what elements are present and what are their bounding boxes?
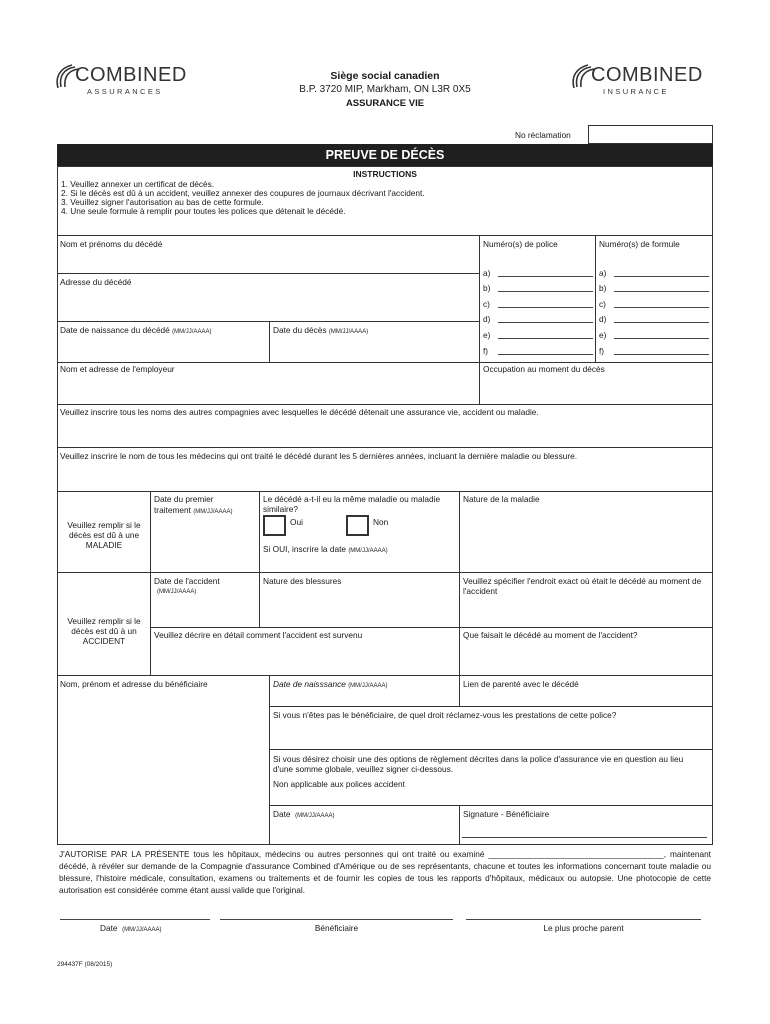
- date-caption: Date (MM/JJ/AAAA): [100, 923, 162, 933]
- instruction-item: 3. Veuillez signer l'autorisation au bas de cette formule.: [61, 197, 264, 207]
- claim-number-input[interactable]: [588, 125, 713, 144]
- policy-number-input[interactable]: [498, 307, 593, 308]
- no-label: Non: [373, 517, 389, 527]
- instruction-item: 4. Une seule formule à remplir pour toutes les polices que détenait le décédé.: [61, 206, 346, 216]
- other-companies-label: Veuillez inscrire tous les noms des autres compagnies avec lesquelles le décédé détenait une assurance vie, accident ou maladie.: [60, 407, 539, 417]
- office-title: Siège social canadien: [330, 70, 440, 82]
- form-code: 294437F (08/2015): [57, 961, 113, 968]
- policy-letter: e): [483, 330, 491, 340]
- policy-number-input[interactable]: [498, 338, 593, 339]
- doctors-label: Veuillez inscrire le nom de tous les médecins qui ont traité le décédé durant les 5 dernières années, incluant la dernière maladie ou blessure.: [60, 451, 578, 461]
- policy-letter: f): [483, 346, 489, 356]
- yes-label: Oui: [290, 517, 303, 527]
- illness-nature-label: Nature de la maladie: [463, 494, 540, 504]
- form-letter: b): [599, 283, 607, 293]
- instructions-heading: INSTRUCTIONS: [353, 169, 417, 179]
- form-letter: d): [599, 314, 607, 324]
- accident-location-label: Veuillez spécifier l'endroit exact où était le décédé au moment de l'accident: [463, 576, 702, 596]
- policy-letter: c): [483, 299, 490, 309]
- form-number-input[interactable]: [614, 322, 709, 323]
- first-treatment-label: Date du premier: [154, 494, 214, 504]
- form-numbers-label: Numéro(s) de formule: [599, 239, 680, 249]
- death-date-label: Date du décès (MM/JJ/AAAA): [273, 325, 369, 335]
- occupation-label: Occupation au moment du décès: [483, 364, 605, 374]
- company-logo-left: [55, 63, 205, 97]
- deceased-address-input[interactable]: [58, 288, 478, 320]
- form-letter: c): [599, 299, 606, 309]
- policy-letter: d): [483, 314, 491, 324]
- date-signature-line[interactable]: [60, 919, 210, 920]
- same-illness-label: Le décédé a-t-il eu la même maladie ou maladie similaire?: [263, 494, 441, 514]
- deceased-name-label: Nom et prénoms du décédé: [60, 239, 163, 249]
- other-companies-input[interactable]: [58, 418, 712, 446]
- beneficiary-signature-line[interactable]: [462, 837, 707, 838]
- policy-number-input[interactable]: [498, 276, 593, 277]
- logo-subtitle: INSURANCE: [603, 87, 669, 96]
- accident-date-format: (MM/JJ/AAAA): [157, 589, 197, 595]
- first-treatment-label-2: traitement (MM/JJ/AAAA): [154, 505, 233, 515]
- accident-date-label: Date de l'accident: [154, 576, 220, 586]
- doctors-input[interactable]: [58, 462, 712, 490]
- form-title: PREUVE DE DÉCÈS: [57, 144, 713, 166]
- authorization-text: J'AUTORISE PAR LA PRÉSENTE tous les hôpitaux, médecins ou autres personnes qui ont traité ou examiné ______________________________________, maintenant décédé, à révéler sur demande de la Compagnie d'assurance Combined d'Amérique ou de ses représentants, chacune et toutes les informations concernant toute maladie ou blessure, l'histoire médicale, consultation, examens ou traitements et de fournir les copies de tous les rapports d'hôpitaux, médicaux ou autopsie. Une photocopie de cette autorisation est considérée comme étant aussi valide que l'original.: [59, 849, 711, 895]
- policy-number-input[interactable]: [498, 322, 593, 323]
- injuries-label: Nature des blessures: [263, 576, 342, 586]
- beneficiary-birth-label: Date de naisssance (MM/JJ/AAAA): [273, 679, 388, 689]
- accident-description-label: Veuillez décrire en détail comment l'accident est survenu: [154, 630, 363, 640]
- beneficiary-signature-line-bottom[interactable]: [220, 919, 453, 920]
- claim-right-label: Si vous n'êtes pas le bénéficiaire, de quel droit réclamez-vous les prestations de cette police?: [273, 710, 617, 720]
- option-date-label: Date (MM/JJ/AAAA): [273, 809, 335, 819]
- if-yes-date-label: Si OUI, inscrire la date (MM/JJ/AAAA): [263, 544, 388, 554]
- policy-number-input[interactable]: [498, 354, 593, 355]
- claim-number-label: No réclamation: [515, 130, 571, 140]
- birth-date-label: Date de naissance du décédé (MM/JJ/AAAA): [60, 325, 212, 335]
- logo-name: COMBINED: [591, 64, 703, 86]
- deceased-address-label: Adresse du décédé: [60, 277, 132, 287]
- next-of-kin-signature-line[interactable]: [466, 919, 701, 920]
- policy-letter: b): [483, 283, 491, 293]
- division-name: ASSURANCE VIE: [345, 98, 425, 109]
- form-number-input[interactable]: [614, 291, 709, 292]
- beneficiary-name-label: Nom, prénom et adresse du bénéficiaire: [60, 679, 208, 689]
- relationship-label: Lien de parenté avec le décédé: [463, 679, 579, 689]
- form-letter: f): [599, 346, 605, 356]
- employer-label: Nom et adresse de l'employeur: [60, 364, 175, 374]
- signature-label: Signature - Bénéficiaire: [463, 809, 550, 819]
- accident-section-label: Veuillez remplir si le décès est dû à un ACCIDENT: [67, 616, 141, 646]
- form-letter: a): [599, 268, 607, 278]
- policy-number-input[interactable]: [498, 291, 593, 292]
- no-checkbox[interactable]: [346, 515, 369, 536]
- form-number-input[interactable]: [614, 276, 709, 277]
- policy-numbers-label: Numéro(s) de police: [483, 239, 558, 249]
- policy-letter: a): [483, 268, 491, 278]
- office-address: B.P. 3720 MIP, Markham, ON L3R 0X5: [299, 84, 471, 95]
- settlement-options-label: Si vous désirez choisir une des options de règlement décrites dans la police d'assurance vie en question au lieu d'une somme globale, veuillez signer ci-dessous.: [273, 754, 684, 774]
- deceased-name-input[interactable]: [58, 250, 478, 272]
- not-applicable-label: Non applicable aux polices accident: [273, 779, 405, 789]
- logo-name: COMBINED: [75, 64, 187, 86]
- yes-checkbox[interactable]: [263, 515, 286, 536]
- logo-subtitle: ASSURANCES: [87, 87, 163, 96]
- accident-activity-label: Que faisait le décédé au moment de l'accident?: [463, 630, 638, 640]
- employer-input[interactable]: [58, 375, 478, 403]
- occupation-input[interactable]: [481, 375, 712, 403]
- form-number-input[interactable]: [614, 338, 709, 339]
- beneficiary-caption: Bénéficiaire: [314, 923, 359, 933]
- instruction-item: 1. Veuillez annexer un certificat de décès.: [61, 179, 215, 189]
- next-of-kin-caption: Le plus proche parent: [543, 923, 624, 933]
- illness-section-label: Veuillez remplir si le décès est dû à une MALADIE: [67, 520, 141, 550]
- company-logo-right: [571, 63, 721, 97]
- form-number-input[interactable]: [614, 307, 709, 308]
- instruction-item: 2. Si le décès est dû à un accident, veuillez annexer des coupures de journaux décrivant l'accident.: [61, 188, 425, 198]
- form-number-input[interactable]: [614, 354, 709, 355]
- form-letter: e): [599, 330, 607, 340]
